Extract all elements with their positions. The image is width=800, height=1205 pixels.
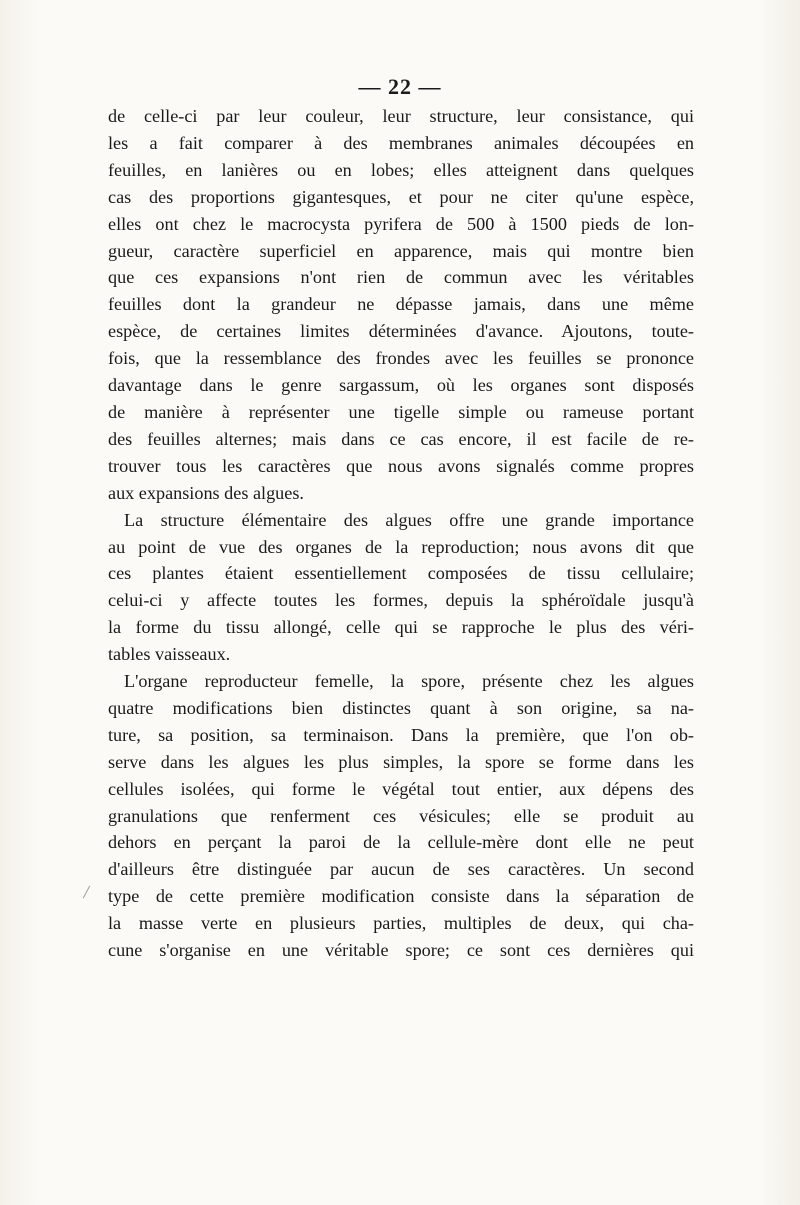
text-line: ces plantes étaient essentiellement composées de tissu cellulaire; [108,563,694,584]
text-line: granulations que renferment ces vésicules; elle se produit au [108,805,694,826]
stray-pen-mark [83,886,90,899]
page-number: — 22 — [358,74,442,99]
text-line: feuilles dont la grandeur ne dépasse jamais, dans une même [108,294,694,315]
text-line: la forme du tissu allongé, celle qui se rapproche le plus des véri- [108,617,694,638]
text-line: serve dans les algues les plus simples, la spore se forme dans les [108,751,694,772]
text-line: de manière à représenter une tigelle simple ou rameuse portant [108,401,694,422]
text-line: d'ailleurs être distinguée par aucun de ses caractères. Un second [108,859,694,880]
text-line: type de cette première modification consiste dans la séparation de [108,886,694,907]
text-line: espèce, de certaines limites déterminées d'avance. Ajoutons, toute- [108,321,694,342]
paragraph-3 [108,668,694,964]
text-line: fois, que la ressemblance des frondes avec les feuilles se prononce [108,348,694,369]
text-line: quatre modifications bien distinctes quant à son origine, sa na- [108,697,694,718]
body-text [108,103,694,964]
text-line: la masse verte en plusieurs parties, multiples de deux, qui cha- [108,913,694,934]
text-line: de celle-ci par leur couleur, leur structure, leur consistance, qui [108,106,694,126]
text-line: ture, sa position, sa terminaison. Dans la première, que l'on ob- [108,724,694,745]
text-line: gueur, caractère superficiel en apparence, mais qui montre bien [108,240,694,261]
text-line: celui-ci y affecte toutes les formes, depuis la sphéroïdale jusqu'à [108,590,694,611]
text-line: elles ont chez le macrocysta pyrifera de 500 à 1500 pieds de lon- [108,213,694,234]
text-line: les a fait comparer à des membranes animales découpées en [108,132,694,153]
paragraph-1 [108,103,694,507]
text-line: davantage dans le genre sargassum, où les organes sont disposés [108,375,694,396]
text-line: cas des proportions gigantesques, et pour ne citer qu'une espèce, [108,186,694,207]
text-line: trouver tous les caractères que nous avons signalés comme propres [108,455,694,476]
text-line: que ces expansions n'ont rien de commun avec les véritables [108,267,694,288]
text-line: L'organe reproducteur femelle, la spore, présente chez les algues [124,671,694,692]
text-line: au point de vue des organes de la reproduction; nous avons dit que [108,536,694,557]
text-line: tables vaisseaux. [108,644,231,665]
paragraph-2 [108,507,694,668]
text-line: des feuilles alternes; mais dans ce cas encore, il est facile de re- [108,428,694,449]
text-line: aux expansions des algues. [108,482,304,503]
text-line: dehors en perçant la paroi de la cellule-mère dont elle ne peut [108,832,694,853]
text-line: feuilles, en lanières ou en lobes; elles atteignent dans quelques [108,159,694,180]
text-line: cune s'organise en une véritable spore; ce sont ces dernières qui [108,940,694,961]
text-line: cellules isolées, qui forme le végétal tout entier, aux dépens des [108,778,694,799]
text-line: La structure élémentaire des algues offre une grande importance [124,509,694,530]
